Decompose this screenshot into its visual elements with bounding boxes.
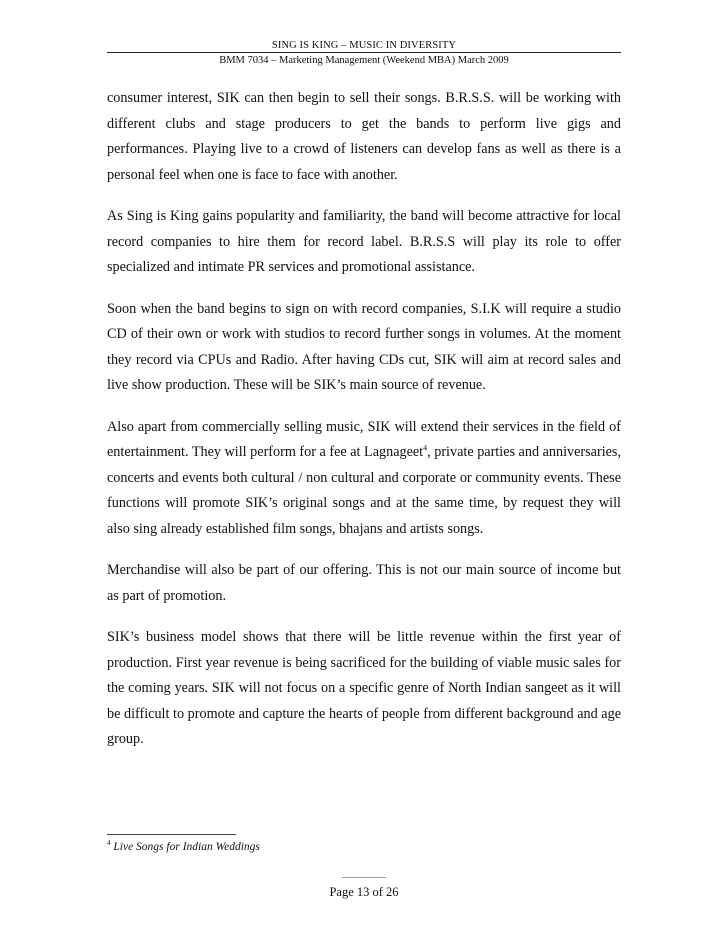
paragraph-4 bbox=[107, 415, 621, 543]
footnote-reference[interactable]: 4 bbox=[423, 443, 428, 453]
paragraph-4-part-2: , private parties and anniversaries, concerts and events both cultural / non cultural and corporate or community events. These functions will promote SIK’s original songs and at the same time, by request they will also sing already established film songs, bhajans and artists songs. bbox=[107, 444, 621, 537]
paragraph-4-part-1: Also apart from commercially selling music, SIK will extend their services in the field of entertainment. They will perform for a fee at Lagnageet bbox=[107, 418, 621, 460]
body-text bbox=[107, 86, 621, 769]
footnote bbox=[107, 840, 260, 854]
paragraph-3: Soon when the band begins to sign on with record companies, S.I.K will require a studio CD of their own or work with studios to record further songs in volumes. At the moment they record via CPUs and Radio. After having CDs cut, SIK will aim at record sales and live show production. These will be SIK’s main source of revenue. bbox=[107, 300, 621, 393]
header-title: SING IS KING – MUSIC IN DIVERSITY bbox=[271, 40, 457, 51]
header-subtitle: BMM 7034 – Marketing Management (Weekend MBA) March 2009 bbox=[219, 55, 509, 66]
paragraph-6: SIK’s business model shows that there will be little revenue within the first year of production. First year revenue is being sacrificed for the building of viable music sales for the coming years. SIK will not focus on a specific genre of North Indian sangeet as it will be difficult to promote and capture the hearts of people from different background and age group. bbox=[107, 629, 621, 747]
header-divider bbox=[107, 52, 621, 53]
footnote-divider bbox=[107, 834, 236, 835]
footnote-marker: 4 bbox=[107, 839, 111, 848]
page-number: Page 13 of 26 bbox=[329, 885, 399, 899]
page-header bbox=[107, 40, 621, 67]
page-number-divider bbox=[342, 877, 386, 878]
paragraph-1: consumer interest, SIK can then begin to sell their songs. B.R.S.S. will be working with different clubs and stage producers to get the bands to perform live gigs and performances. Playing live to a crowd of listeners can develop fans as well as there is a personal feel when one is face to face with another. bbox=[107, 90, 621, 183]
paragraph-2: As Sing is King gains popularity and familiarity, the band will become attractive for local record companies to hire them for record label. B.R.S.S will play its role to offer specialized and intimate PR services and promotional assistance. bbox=[107, 208, 621, 275]
paragraph-5: Merchandise will also be part of our offering. This is not our main source of income but as part of promotion. bbox=[107, 562, 621, 604]
footnote-text: Live Songs for Indian Weddings bbox=[113, 841, 260, 853]
